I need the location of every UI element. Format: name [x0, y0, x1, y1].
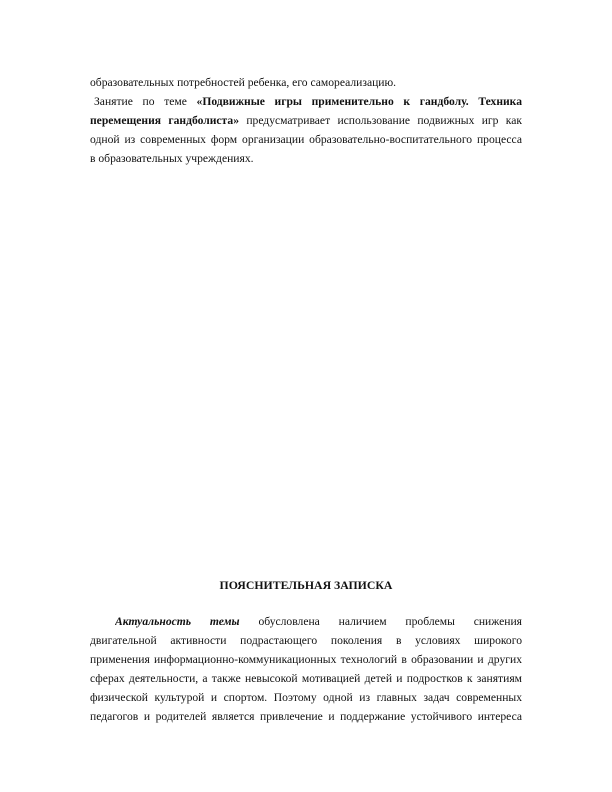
- note-line-6: [90, 710, 522, 724]
- lesson-topic-bold-cont: перемещения гандболиста»: [90, 114, 239, 127]
- text-span: физической культурой и спортом. Поэтому одной из главных задач современных: [90, 691, 522, 704]
- note-line-5: [90, 691, 522, 705]
- text-span: предусматривает использование подвижных игр как: [246, 114, 522, 127]
- text-span: образовательных потребностей ребенка, его самореализацию.: [90, 76, 397, 89]
- text-span: Занятие по теме: [94, 95, 197, 108]
- lesson-topic-bold: «Подвижные игры применительно к гандболу. Техника: [196, 95, 522, 108]
- text-span: в образовательных учреждениях.: [90, 152, 254, 165]
- text-span: одной из современных форм организации образовательно-воспитательного процесса: [90, 133, 522, 146]
- text-span: двигательной активности подрастающего поколения в условиях широкого: [90, 634, 522, 647]
- text-line-3: [90, 114, 522, 128]
- note-line-3: [90, 653, 522, 667]
- note-line-4: [90, 672, 522, 686]
- text-span: сферах деятельности, а также невысокой мотивацией детей и подростков к занятиям: [90, 672, 522, 685]
- section-heading: ПОЯСНИТЕЛЬНАЯ ЗАПИСКА: [219, 578, 393, 592]
- relevance-lead: Актуальность темы: [115, 615, 240, 628]
- text-line-1: [90, 76, 522, 90]
- text-span: применения информационно-коммуникационных технологий в образовании и других: [90, 653, 522, 666]
- note-line-1: [115, 615, 522, 629]
- text-line-5: [90, 152, 522, 166]
- text-line-4: [90, 133, 522, 147]
- text-line-2: [94, 95, 522, 109]
- text-span: педагогов и родителей является привлечение и поддержание устойчивого интереса: [90, 710, 522, 723]
- note-line-2: [90, 634, 522, 648]
- text-span: обусловлена наличием проблемы снижения: [258, 615, 522, 628]
